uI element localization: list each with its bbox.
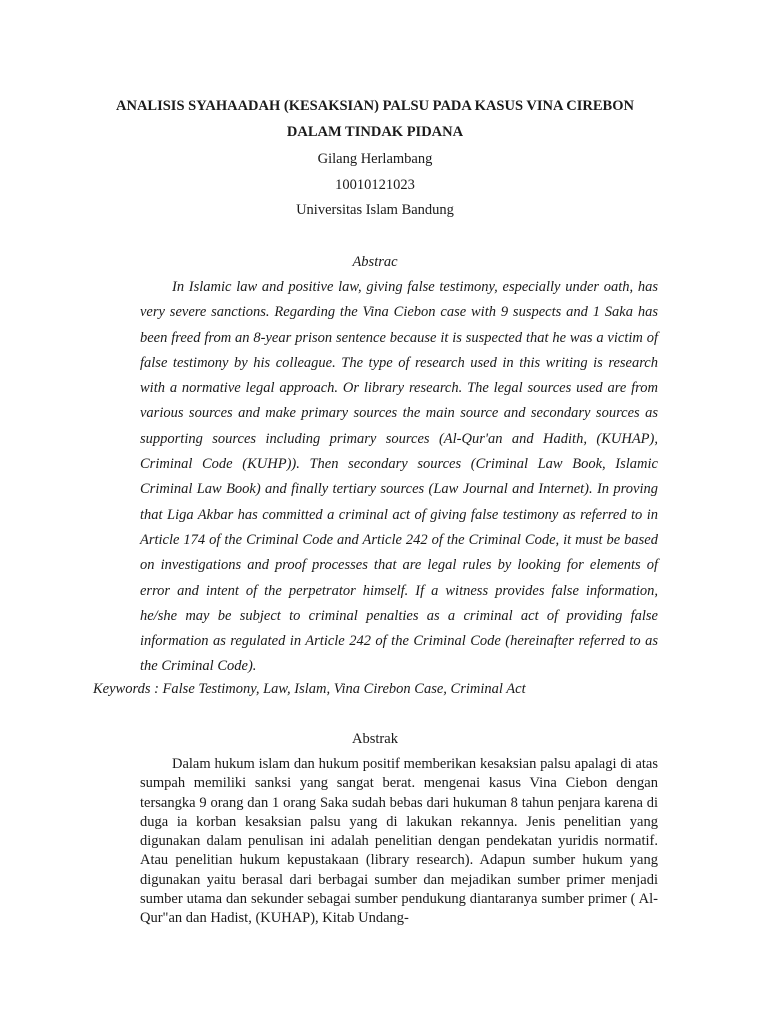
student-id: 10010121023 <box>335 177 415 193</box>
institution-name: Universitas Islam Bandung <box>296 202 454 218</box>
abstract-id-heading: Abstrak <box>352 731 398 747</box>
abstract-id-body: Dalam hukum islam dan hukum positif memberikan kesaksian palsu apalagi di atas sumpah memiliki sanksi yang sangat berat. mengenai kasus Vina Ciebon dengan tersangka 9 orang dan 1 orang Saka sudah bebas dari hukuman 8 tahun penjara karena di duga ia korban kesaksian palsu yang di lakukan rekannya. Jenis penelitian yang digunakan dalam penulisan ini adalah penelitian dengan pendekatan yuridis normatif. Atau penelitian hukum kepustakaan (library research). Adapun sumber hukum yang digunakan yaitu berasal dari berbagai sumber dan mejadikan sumber primer menjadi sumber utama dan sekunder sebagai sumber pendukung diantaranya sumber primer ( Al-Qur"an dan Hadist, (KUHAP), Kitab Undang- <box>140 756 658 927</box>
keywords-line: Keywords : False Testimony, Law, Islam, Vina Cirebon Case, Criminal Act <box>93 681 526 697</box>
author-name: Gilang Herlambang <box>317 151 433 167</box>
paper-title-line-2: DALAM TINDAK PIDANA <box>286 124 464 140</box>
paper-title-line-1: ANALISIS SYAHAADAH (KESAKSIAN) PALSU PADA KASUS VINA CIREBON <box>116 98 634 114</box>
abstract-en-heading: Abstrac <box>352 254 398 270</box>
abstract-en-body: In Islamic law and positive law, giving false testimony, especially under oath, has very severe sanctions. Regarding the Vina Ciebon case with 9 suspects and 1 Saka has been freed from an 8-year prison sentence because it is suspected that he was a victim of false testimony by his colleague. The type of research used in this writing is research with a normative legal approach. Or library research. The legal sources used are from various sources and make primary sources the main source and secondary sources as supporting sources including primary sources (Al-Qur'an and Hadith, (KUHAP), Criminal Code (KUHP)). Then secondary sources (Criminal Law Book, Islamic Criminal Law Book) and finally tertiary sources (Law Journal and Internet). In proving that Liga Akbar has committed a criminal act of giving false testimony as referred to in Article 174 of the Criminal Code and Article 242 of the Criminal Code, it must be based on investigations and proof processes that are legal rules by looking for elements of error and intent of the perpetrator himself. If a witness provides false information, he/she may be subject to criminal penalties as a criminal act of providing false information as regulated in Article 242 of the Criminal Code (hereinafter referred to as the Criminal Code). <box>140 279 658 675</box>
